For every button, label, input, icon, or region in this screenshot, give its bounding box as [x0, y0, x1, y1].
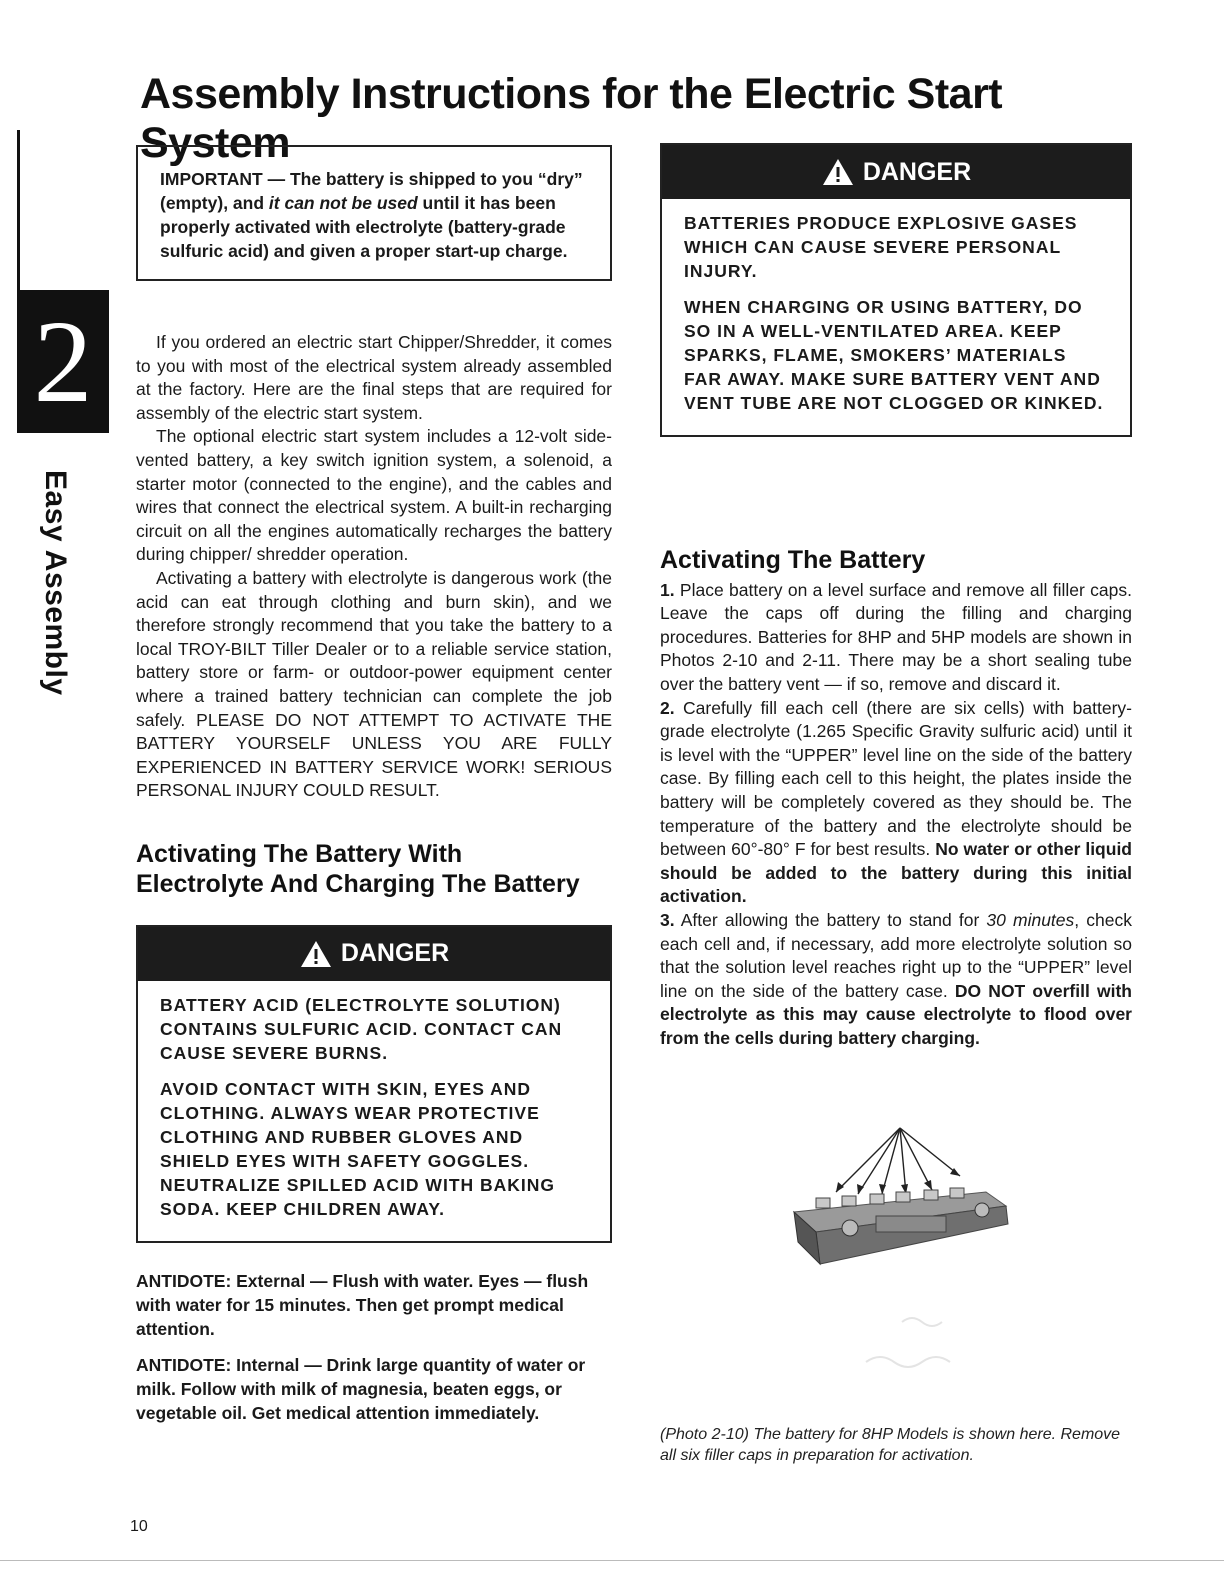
section-heading-line-2: Electrolyte And Charging The Battery [136, 869, 580, 898]
step-3-duration: 30 minutes [986, 909, 1075, 930]
step-1 [660, 579, 1132, 697]
step-3-text-a: After allowing the battery to stand for [674, 909, 987, 930]
step-2-warning: No water or other liquid should be added to the battery during this initial activation. [660, 839, 1132, 907]
step-2-text: Carefully fill each cell (there are six cells) with battery-grade electrolyte (1.265 Specific Gravity sulfuric acid) until it is level with the “UPPER” level line on the side of the battery case. By filling each cell to this height, the plates inside the battery will be completely covered as they should be. The temperature of the battery and the electrolyte should be between 60°-80° F for best results. [660, 697, 1132, 860]
activation-section [660, 546, 1132, 1050]
step-3-number: 3. [660, 909, 675, 930]
photo-caption: (Photo 2-10) The battery for 8HP Models is shown here. Remove all six filler caps in preparation for activation. [660, 1426, 1121, 1464]
antidote-external: ANTIDOTE: External — Flush with water. Eyes — flush with water for 15 minutes. Then get prompt medical attention. [136, 1270, 589, 1339]
danger-gas-box [660, 143, 1132, 437]
faint-watermark [866, 1318, 950, 1367]
danger-gas-paragraph-1: BATTERIES PRODUCE EXPLOSIVE GASES WHICH CAN CAUSE SEVERE PERSONAL INJURY. [684, 213, 1078, 281]
battery-body [794, 1188, 1008, 1264]
intro-text [136, 331, 612, 803]
step-3-text-b: , check each cell and, if necessary, add more electrolyte solution so that the solution level reaches right up to the “UPPER” level line on the side of the battery case. [660, 909, 1132, 1001]
battery-photo [786, 1124, 1036, 1394]
danger-gas-label: DANGER [862, 157, 972, 186]
step-1-number: 1. [660, 579, 675, 600]
antidote-section [136, 1269, 612, 1425]
step-2 [660, 697, 1132, 909]
section-heading-right: Activating The Battery [660, 546, 926, 574]
warning-icon [299, 939, 333, 969]
intro-paragraph-1: If you ordered an electric start Chipper/Shredder, it comes to you with most of the electrical system already assembled at the factory. Here are the final steps that are required for assembly of the electric start system. [136, 332, 612, 423]
important-tail: until it has been properly activated with electrolyte (battery-grade sulfuric acid) and given a proper start-up charge. [160, 193, 568, 261]
chapter-number: 2 [17, 290, 109, 433]
danger-gas-paragraph-2: WHEN CHARGING OR USING BATTERY, DO SO IN A WELL-VENTILATED AREA. KEEP SPARKS, FLAME, SMOKERS’ MATERIALS FAR AWAY. MAKE SURE BATTERY VENT AND VENT TUBE ARE NOT CLOGGED OR KINKED. [684, 297, 1104, 413]
intro-paragraph-3: Activating a battery with electrolyte is dangerous work (the acid can eat through clothing and burn skin), and we therefore strongly recommend that you take the battery to a local TROY-BILT Tiller Dealer or to a reliable service station, battery store or farm- or outdoor-power equipment center where a trained battery technician can complete the job safely. PLEASE DO NOT ATTEMPT TO ACTIVATE THE BATTERY YOURSELF UNLESS YOU ARE FULLY EXPERIENCED IN BATTERY SERVICE WORK! SERIOUS PERSONAL INJURY COULD RESULT. [136, 567, 612, 801]
page-bottom-rule [0, 1560, 1224, 1561]
section-heading-line-1: Activating The Battery With [136, 839, 463, 868]
side-divider [17, 130, 20, 290]
step-2-number: 2. [660, 697, 675, 718]
important-emphasis: it can not be used [268, 193, 418, 213]
danger-acid-label: DANGER [340, 939, 450, 968]
page-title: Assembly Instructions for the Electric Start System [140, 70, 1003, 167]
danger-acid-paragraph-2: AVOID CONTACT WITH SKIN, EYES AND CLOTHING. ALWAYS WEAR PROTECTIVE CLOTHING AND RUBBER GLOVES AND SHIELD EYES WITH SAFETY GOGGLES. NEUTRALIZE SPILLED ACID WITH BAKING SODA. KEEP CHILDREN AWAY. [160, 1078, 556, 1219]
arrow-heads [836, 1168, 960, 1194]
important-notice [136, 145, 612, 281]
important-lead: IMPORTANT — The battery is shipped to you “dry” (empty), and [160, 169, 583, 213]
danger-acid-paragraph-1: BATTERY ACID (ELECTROLYTE SOLUTION) CONTAINS SULFURIC ACID. CONTACT CAN CAUSE SEVERE BURNS. [160, 994, 563, 1063]
step-1-text: Place battery on a level surface and remove all filler caps. Leave the caps off during the filling and charging procedures. Batteries for 8HP and 5HP models are shown in Photos 2-10 and 2-11. There may be a short sealing tube over the battery vent — if so, remove and discard it. [660, 579, 1132, 694]
step-3 [660, 909, 1132, 1051]
danger-acid-body [138, 981, 610, 1241]
danger-acid-header [138, 927, 610, 981]
intro-paragraph-2: The optional electric start system includes a 12-volt side-vented battery, a key switch ignition system, a solenoid, a starter motor (connected to the engine), and the cables and wires that connect the electrical system. A built-in recharging circuit on all the engines automatically recharges the battery during chipper/ shredder operation. [136, 426, 612, 565]
antidote-internal: ANTIDOTE: Internal — Drink large quantity of water or milk. Follow with milk of magnesia, beaten eggs, or vegetable oil. Get medical attention immediately. [136, 1354, 586, 1423]
warning-icon [821, 157, 855, 187]
page-number: 10 [130, 1518, 148, 1535]
right-column [660, 143, 1132, 1050]
step-3-warning: DO NOT overfill with electrolyte as this may cause electrolyte to flood over from the cells during battery charging. [660, 980, 1132, 1048]
left-column [136, 145, 612, 1437]
section-heading-left [136, 839, 612, 899]
chapter-label: Easy Assembly [39, 470, 72, 696]
danger-acid-box [136, 925, 612, 1243]
filler-cap-arrows [836, 1128, 960, 1194]
danger-gas-header [662, 145, 1130, 199]
danger-gas-body [662, 199, 1130, 435]
